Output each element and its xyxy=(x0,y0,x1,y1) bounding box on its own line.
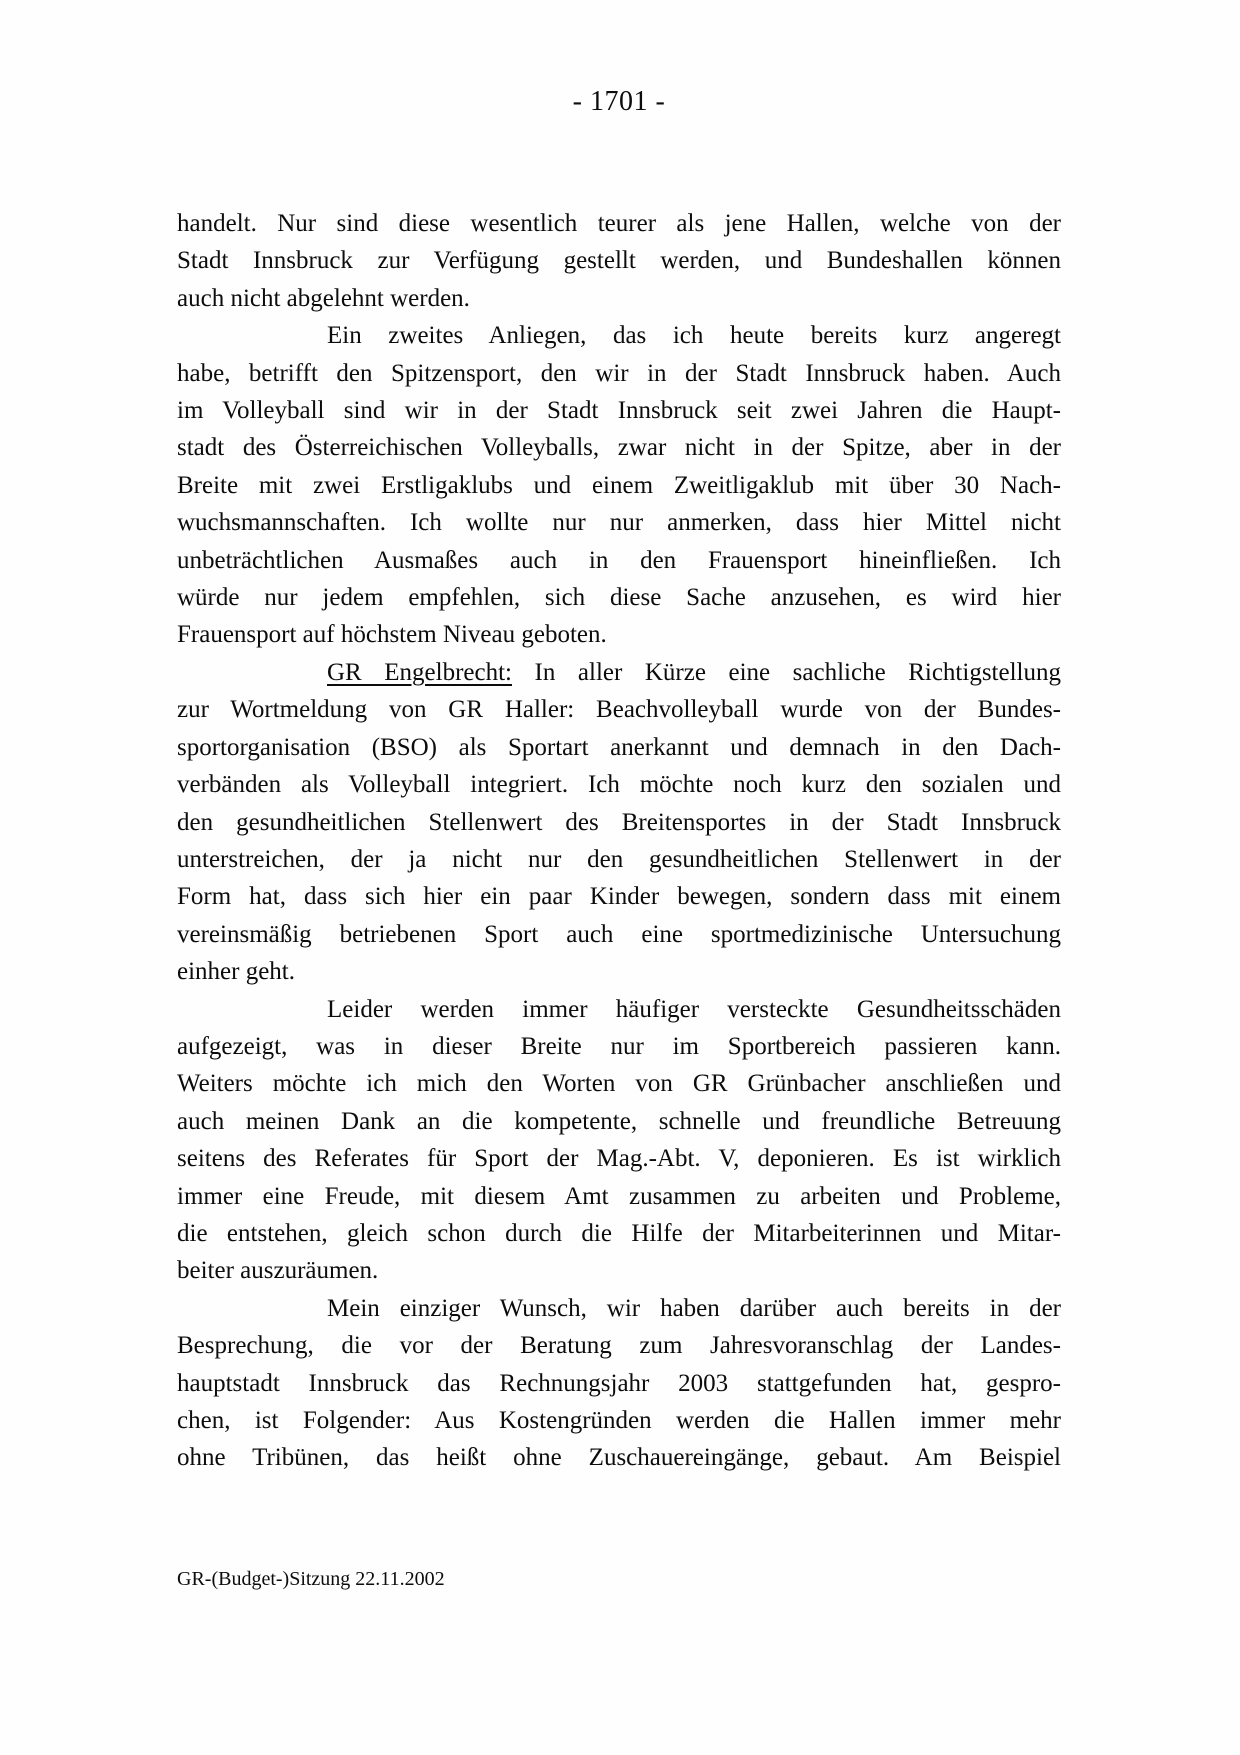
text-segment: Besprechung, die vor der Beratung zum Jahresvoranschlag der Landes- xyxy=(177,1332,1061,1360)
text-line xyxy=(177,1365,1061,1402)
text-segment: zur Wortmeldung von GR Haller: Beachvolleyball wurde von der Bundes- xyxy=(177,696,1061,724)
text-line xyxy=(177,1140,1061,1177)
text-line xyxy=(177,1215,1061,1252)
text-line xyxy=(177,654,1061,691)
text-segment: auch nicht abgelehnt werden. xyxy=(177,284,470,312)
text-segment: den gesundheitlichen Stellenwert des Breitensportes in der Stadt Innsbruck xyxy=(177,808,1061,836)
text-segment: Mein einziger Wunsch, wir haben darüber auch bereits in der xyxy=(327,1294,1061,1322)
text-segment: ohne Tribünen, das heißt ohne Zuschauereingänge, gebaut. Am Beispiel xyxy=(177,1444,1061,1472)
speaker-name: GR Engelbrecht: xyxy=(327,658,512,686)
text-segment: einher geht. xyxy=(177,958,296,986)
text-segment: chen, ist Folgender: Aus Kostengründen werden die Hallen immer mehr xyxy=(177,1407,1061,1434)
text-line xyxy=(177,1103,1061,1140)
text-line xyxy=(177,429,1061,466)
text-line xyxy=(177,355,1061,392)
text-segment: Frauensport auf höchstem Niveau geboten. xyxy=(177,621,607,649)
text-segment: verbänden als Volleyball integriert. Ich möchte noch kurz den sozialen und xyxy=(177,771,1061,799)
text-segment: immer eine Freude, mit diesem Amt zusammen zu arbeiten und Probleme, xyxy=(177,1182,1061,1210)
text-segment: Weiters möchte ich mich den Worten von GR Grünbacher anschließen und xyxy=(177,1070,1061,1098)
paragraph xyxy=(177,1290,1061,1477)
text-segment: sportorganisation (BSO) als Sportart anerkannt und demnach in den Dach- xyxy=(177,733,1061,761)
text-line xyxy=(177,766,1061,803)
text-line xyxy=(177,804,1061,841)
footer-session-label: GR-(Budget-)Sitzung 22.11.2002 xyxy=(177,1568,445,1590)
text-line xyxy=(177,878,1061,915)
text-line xyxy=(177,1065,1061,1102)
text-line xyxy=(177,991,1061,1028)
text-segment: stadt des Österreichischen Volleyballs, zwar nicht in der Spitze, aber in der xyxy=(177,434,1061,462)
text-segment: Ein zweites Anliegen, das ich heute bereits kurz angeregt xyxy=(327,322,1061,350)
text-line xyxy=(177,392,1061,429)
text-line xyxy=(177,504,1061,541)
text-segment: vereinsmäßig betriebenen Sport auch eine sportmedizinische Untersuchung xyxy=(177,920,1061,948)
text-segment: die entstehen, gleich schon durch die Hilfe der Mitarbeiterinnen und Mitar- xyxy=(177,1219,1061,1247)
text-line xyxy=(177,916,1061,953)
text-segment: handelt. Nur sind diese wesentlich teurer als jene Hallen, welche von der xyxy=(177,210,1061,237)
text-segment: Leider werden immer häufiger versteckte Gesundheitsschäden xyxy=(327,995,1061,1023)
text-line xyxy=(177,205,1061,242)
paragraph xyxy=(177,205,1061,317)
text-segment: auch meinen Dank an die kompetente, schnelle und freundliche Betreuung xyxy=(177,1107,1061,1135)
text-line xyxy=(177,1327,1061,1364)
text-line xyxy=(177,467,1061,504)
paragraph xyxy=(177,654,1061,991)
text-line xyxy=(177,841,1061,878)
page-number: - 1701 - xyxy=(572,86,666,117)
text-line xyxy=(177,1178,1061,1215)
text-line xyxy=(177,542,1061,579)
text-segment: In aller Kürze eine sachliche Richtigstellung xyxy=(512,658,1061,686)
text-line xyxy=(177,1252,1061,1289)
paragraph xyxy=(177,317,1061,654)
text-segment: Stadt Innsbruck zur Verfügung gestellt werden, und Bundeshallen können xyxy=(177,247,1061,275)
text-line xyxy=(177,691,1061,728)
paragraph xyxy=(177,991,1061,1290)
text-segment: würde nur jedem empfehlen, sich diese Sache anzusehen, es wird hier xyxy=(177,584,1061,612)
text-line xyxy=(177,317,1061,354)
text-segment: Form hat, dass sich hier ein paar Kinder bewegen, sondern dass mit einem xyxy=(177,883,1061,911)
text-segment: unterstreichen, der ja nicht nur den gesundheitlichen Stellenwert in der xyxy=(177,845,1061,873)
text-line xyxy=(177,1402,1061,1439)
text-line xyxy=(177,1439,1061,1476)
text-line xyxy=(177,1290,1061,1327)
text-segment: beiter auszuräumen. xyxy=(177,1257,379,1285)
text-segment: unbeträchtlichen Ausmaßes auch in den Frauensport hineinfließen. Ich xyxy=(177,546,1061,574)
text-line xyxy=(177,1028,1061,1065)
text-segment: aufgezeigt, was in dieser Breite nur im Sportbereich passieren kann. xyxy=(177,1032,1061,1060)
text-line xyxy=(177,616,1061,653)
text-segment: im Volleyball sind wir in der Stadt Innsbruck seit zwei Jahren die Haupt- xyxy=(177,397,1061,425)
text-line xyxy=(177,953,1061,990)
text-segment: seitens des Referates für Sport der Mag.-Abt. V, deponieren. Es ist wirklich xyxy=(177,1145,1061,1173)
text-line xyxy=(177,280,1061,317)
body-text xyxy=(177,205,1061,1477)
text-segment: Breite mit zwei Erstligaklubs und einem Zweitligaklub mit über 30 Nach- xyxy=(177,471,1061,499)
text-line xyxy=(177,729,1061,766)
text-line xyxy=(177,579,1061,616)
text-line xyxy=(177,242,1061,279)
text-segment: habe, betrifft den Spitzensport, den wir in der Stadt Innsbruck haben. Auch xyxy=(177,359,1061,387)
text-segment: wuchsmannschaften. Ich wollte nur nur anmerken, dass hier Mittel nicht xyxy=(177,509,1061,537)
text-segment: hauptstadt Innsbruck das Rechnungsjahr 2003 stattgefunden hat, gespro- xyxy=(177,1369,1061,1397)
